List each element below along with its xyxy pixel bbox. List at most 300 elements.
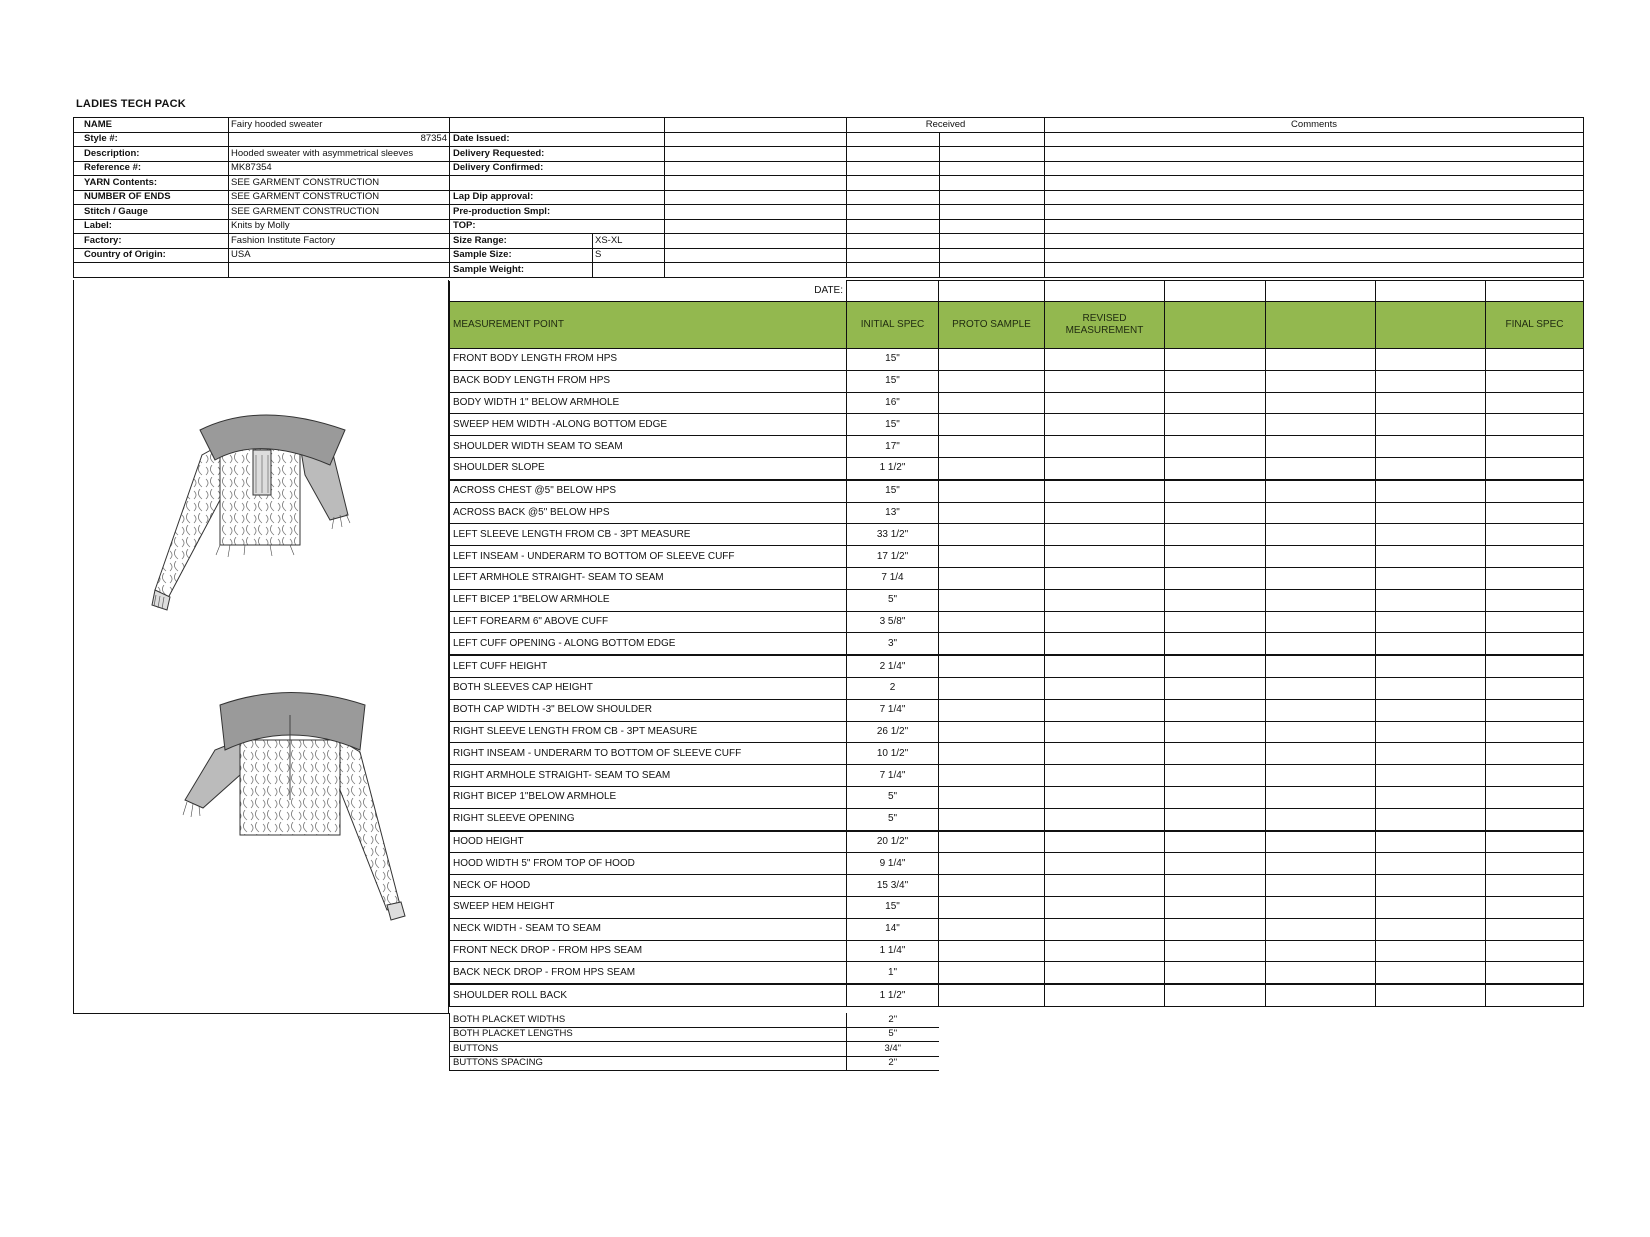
received-cell[interactable] [847,176,940,191]
extra-row [450,1013,939,1027]
measurement-cell[interactable] [1486,524,1584,546]
measurement-cell[interactable] [1165,699,1266,721]
initial-spec-value[interactable]: 3" [847,633,939,655]
measurement-cell[interactable] [1165,918,1266,940]
measurement-cell[interactable] [1165,349,1266,371]
measurement-cell[interactable] [1045,633,1165,655]
field-value[interactable]: USA [229,248,450,263]
measurement-cell[interactable] [939,808,1045,830]
received-cell[interactable] [847,248,940,263]
initial-spec-value[interactable]: 33 1/2" [847,524,939,546]
measurement-cell[interactable] [1486,765,1584,787]
measurement-cell[interactable] [1266,677,1376,699]
header-row [74,118,1584,133]
measurement-cell[interactable] [1486,611,1584,633]
measurement-cell[interactable] [1376,392,1486,414]
measurement-cell[interactable] [1486,567,1584,589]
measurement-cell[interactable] [1266,875,1376,897]
measurement-cell[interactable] [1486,436,1584,458]
measurement-cell[interactable] [1266,853,1376,875]
measurement-cell[interactable] [939,457,1045,479]
measurement-cell[interactable] [1266,699,1376,721]
date-cell[interactable] [847,281,939,302]
measurement-cell[interactable] [1045,655,1165,677]
measurement-cell[interactable] [1266,611,1376,633]
mid-field-extra[interactable] [665,248,847,263]
received-cell[interactable] [940,190,1045,205]
measurement-cell[interactable] [1165,786,1266,808]
header-row [74,190,1584,205]
measurement-cell[interactable] [1165,567,1266,589]
measurement-point: ACROSS BACK @5" BELOW HPS [450,502,847,524]
field-value[interactable]: Knits by Molly [229,219,450,234]
measurement-cell[interactable] [1045,524,1165,546]
measurement-cell[interactable] [1045,962,1165,984]
measurement-cell[interactable] [1486,699,1584,721]
measurement-cell[interactable] [939,677,1045,699]
measurement-cell[interactable] [939,699,1045,721]
initial-spec-value[interactable]: 16" [847,392,939,414]
measurement-cell[interactable] [1486,414,1584,436]
measurement-cell[interactable] [1486,589,1584,611]
received-cell[interactable] [940,147,1045,162]
measurement-cell[interactable] [1486,853,1584,875]
measurement-cell[interactable] [1045,984,1165,1006]
measurement-cell[interactable] [1486,546,1584,568]
mid-field-extra[interactable] [665,234,847,249]
measurement-cell[interactable] [1045,589,1165,611]
measurement-cell[interactable] [1045,875,1165,897]
measurement-cell[interactable] [1486,896,1584,918]
measurement-cell[interactable] [1376,546,1486,568]
measurement-cell[interactable] [1165,457,1266,479]
measurement-cell[interactable] [939,875,1045,897]
measurement-cell[interactable] [1376,436,1486,458]
measurement-cell[interactable] [1266,480,1376,502]
extra-row [450,1042,939,1057]
field-label: YARN Contents: [74,176,229,191]
initial-spec-value[interactable]: 1 1/2" [847,984,939,1006]
measurement-cell[interactable] [1165,611,1266,633]
measurement-cell[interactable] [1486,677,1584,699]
measurement-cell[interactable] [1165,831,1266,853]
measurement-cell[interactable] [1266,589,1376,611]
measurement-cell[interactable] [1165,589,1266,611]
initial-spec-value[interactable]: 1 1/2" [847,457,939,479]
measurement-cell[interactable] [1266,436,1376,458]
measurement-cell[interactable] [1045,457,1165,479]
measurement-cell[interactable] [1486,480,1584,502]
received-cell[interactable] [847,161,940,176]
measurement-cell[interactable] [1165,392,1266,414]
measurement-cell[interactable] [939,567,1045,589]
measurement-cell[interactable] [1376,743,1486,765]
extra-point: BUTTONS [450,1042,847,1057]
measurement-cell[interactable] [1376,414,1486,436]
measurement-cell[interactable] [939,436,1045,458]
measurement-cell[interactable] [1045,611,1165,633]
received-cell[interactable] [847,132,940,147]
initial-spec-value[interactable]: 2 [847,677,939,699]
measurement-cell[interactable] [1045,940,1165,962]
measurement-cell[interactable] [939,918,1045,940]
initial-spec-value[interactable]: 7 1/4" [847,699,939,721]
measurement-cell[interactable] [1266,633,1376,655]
header-row [74,234,1584,249]
measurement-cell[interactable] [1045,677,1165,699]
measurement-point: SHOULDER ROLL BACK [450,984,847,1006]
measurement-cell[interactable] [1165,414,1266,436]
measurement-cell[interactable] [1045,414,1165,436]
measurement-cell[interactable] [1376,349,1486,371]
placket-button-table [449,1013,939,1071]
measurement-cell[interactable] [1376,633,1486,655]
measurement-cell[interactable] [1266,984,1376,1006]
measurement-cell[interactable] [1045,808,1165,830]
mid-field-label: Lap Dip approval: [450,190,665,205]
measurement-cell[interactable] [1486,655,1584,677]
page-title: LADIES TECH PACK [76,98,186,110]
measurement-cell[interactable] [1165,896,1266,918]
comments-cell[interactable] [1045,234,1584,249]
measurement-cell[interactable] [1165,808,1266,830]
measurement-cell[interactable] [1376,699,1486,721]
measurement-cell[interactable] [1266,786,1376,808]
measurement-cell[interactable] [939,414,1045,436]
measurement-point: LEFT ARMHOLE STRAIGHT- SEAM TO SEAM [450,567,847,589]
measurement-cell[interactable] [1376,370,1486,392]
measurement-cell[interactable] [1486,940,1584,962]
measurement-cell[interactable] [1165,502,1266,524]
initial-spec-value[interactable]: 9 1/4" [847,853,939,875]
comments-cell[interactable] [1045,147,1584,162]
measurement-cell[interactable] [1266,524,1376,546]
initial-spec-value[interactable]: 15" [847,896,939,918]
measurement-cell[interactable] [1266,918,1376,940]
mid-field-extra[interactable] [665,161,847,176]
measurement-cell[interactable] [1376,940,1486,962]
measurement-cell[interactable] [1045,853,1165,875]
field-label: NAME [74,118,229,133]
measurement-cell[interactable] [1165,655,1266,677]
extra-spec-value[interactable]: 2" [847,1056,939,1071]
measurement-cell[interactable] [1165,436,1266,458]
measurement-cell[interactable] [939,831,1045,853]
measurement-cell[interactable] [1376,831,1486,853]
measurement-cell[interactable] [1376,611,1486,633]
measurement-cell[interactable] [1165,940,1266,962]
measurement-cell[interactable] [939,896,1045,918]
comments-cell[interactable] [1045,190,1584,205]
initial-spec-value[interactable]: 1" [847,962,939,984]
measurement-cell[interactable] [939,349,1045,371]
comments-cell[interactable] [1045,176,1584,191]
measurement-cell[interactable] [1376,567,1486,589]
measurement-cell[interactable] [1165,633,1266,655]
measurement-cell[interactable] [1266,655,1376,677]
measurement-cell[interactable] [1045,831,1165,853]
field-value[interactable]: SEE GARMENT CONSTRUCTION [229,176,450,191]
measurement-cell[interactable] [1376,524,1486,546]
measurement-cell[interactable] [1486,831,1584,853]
comments-cell[interactable] [1045,263,1584,278]
mid-field-extra[interactable] [665,205,847,220]
initial-spec-value[interactable]: 15 3/4" [847,875,939,897]
field-value[interactable] [229,263,450,278]
mid-field-extra[interactable] [665,132,847,147]
header-row [74,147,1584,162]
measurement-cell[interactable] [1045,480,1165,502]
measurement-cell[interactable] [1165,984,1266,1006]
col-header-initial-spec: INITIAL SPEC [847,302,939,349]
received-cell[interactable] [847,205,940,220]
measurement-cell[interactable] [1486,370,1584,392]
header-row [74,176,1584,191]
measurement-cell[interactable] [1376,589,1486,611]
initial-spec-value[interactable]: 15" [847,370,939,392]
measurement-cell[interactable] [1266,721,1376,743]
measurement-cell[interactable] [1266,502,1376,524]
measurement-cell[interactable] [939,392,1045,414]
field-value[interactable]: SEE GARMENT CONSTRUCTION [229,205,450,220]
measurement-cell[interactable] [939,589,1045,611]
measurement-cell[interactable] [1486,808,1584,830]
measurement-cell[interactable] [1376,655,1486,677]
measurement-point: LEFT CUFF OPENING - ALONG BOTTOM EDGE [450,633,847,655]
measurement-cell[interactable] [939,940,1045,962]
measurement-cell[interactable] [939,633,1045,655]
measurement-cell[interactable] [1165,524,1266,546]
measurement-cell[interactable] [939,524,1045,546]
measurement-cell[interactable] [1486,633,1584,655]
measurement-cell[interactable] [1266,349,1376,371]
mid-field-extra[interactable] [665,190,847,205]
measurement-cell[interactable] [1045,918,1165,940]
initial-spec-value[interactable]: 20 1/2" [847,831,939,853]
measurement-cell[interactable] [939,480,1045,502]
initial-spec-value[interactable]: 17" [847,436,939,458]
measurement-cell[interactable] [1376,896,1486,918]
initial-spec-value[interactable]: 14" [847,918,939,940]
initial-spec-value[interactable]: 5" [847,589,939,611]
field-value[interactable]: Fashion Institute Factory [229,234,450,249]
measurement-cell[interactable] [1376,918,1486,940]
measurement-cell[interactable] [939,655,1045,677]
initial-spec-value[interactable]: 5" [847,808,939,830]
mid-field-value[interactable] [593,263,665,278]
measurement-cell[interactable] [1045,349,1165,371]
measurement-cell[interactable] [1266,567,1376,589]
measurement-cell[interactable] [1266,765,1376,787]
measurement-row [450,875,1584,897]
extra-spec-value[interactable]: 2" [847,1013,939,1027]
measurement-cell[interactable] [1376,786,1486,808]
measurement-cell[interactable] [939,962,1045,984]
header-row [74,205,1584,220]
measurement-point: BACK NECK DROP - FROM HPS SEAM [450,962,847,984]
measurement-cell[interactable] [1266,940,1376,962]
received-cell[interactable] [940,234,1045,249]
measurement-cell[interactable] [1376,502,1486,524]
received-cell[interactable] [847,147,940,162]
received-cell[interactable] [847,190,940,205]
measurement-cell[interactable] [1486,721,1584,743]
measurement-cell[interactable] [1266,896,1376,918]
measurement-cell[interactable] [1165,875,1266,897]
measurement-cell[interactable] [1266,414,1376,436]
measurement-cell[interactable] [1165,721,1266,743]
measurement-cell[interactable] [1376,677,1486,699]
measurement-cell[interactable] [1045,699,1165,721]
received-cell[interactable] [940,205,1045,220]
mid-field-label: Delivery Confirmed: [450,161,665,176]
measurement-cell[interactable] [939,721,1045,743]
measurement-cell[interactable] [1376,765,1486,787]
measurement-cell[interactable] [1266,370,1376,392]
measurement-cell[interactable] [1266,457,1376,479]
received-cell[interactable] [847,219,940,234]
measurement-cell[interactable] [939,502,1045,524]
measurement-cell[interactable] [1486,457,1584,479]
measurement-cell[interactable] [1376,808,1486,830]
initial-spec-value[interactable]: 1 1/4" [847,940,939,962]
received-cell[interactable] [940,132,1045,147]
initial-spec-value[interactable]: 2 1/4" [847,655,939,677]
measurement-cell[interactable] [1165,853,1266,875]
initial-spec-value[interactable]: 7 1/4 [847,567,939,589]
measurement-cell[interactable] [1266,962,1376,984]
measurement-cell[interactable] [1486,875,1584,897]
measurement-cell[interactable] [939,611,1045,633]
measurement-cell[interactable] [939,546,1045,568]
extra-spec-value[interactable]: 3/4" [847,1042,939,1057]
measurement-cell[interactable] [1376,984,1486,1006]
extra-spec-value[interactable]: 5" [847,1027,939,1042]
comments-cell[interactable] [1045,205,1584,220]
measurement-cell[interactable] [1165,743,1266,765]
measurement-cell[interactable] [1045,436,1165,458]
measurement-cell[interactable] [1486,918,1584,940]
measurement-point: LEFT INSEAM - UNDERARM TO BOTTOM OF SLEEVE CUFF [450,546,847,568]
mid-field-extra[interactable] [665,147,847,162]
mid-field-extra[interactable] [665,263,847,278]
measurement-cell[interactable] [1045,502,1165,524]
measurement-cell[interactable] [1486,392,1584,414]
mid-field-extra[interactable] [665,118,847,133]
received-cell[interactable] [847,263,940,278]
received-cell[interactable] [940,248,1045,263]
measurement-cell[interactable] [1266,831,1376,853]
comments-cell[interactable] [1045,219,1584,234]
initial-spec-value[interactable]: 7 1/4" [847,765,939,787]
received-cell[interactable] [940,161,1045,176]
measurement-cell[interactable] [1486,984,1584,1006]
initial-spec-value[interactable]: 10 1/2" [847,743,939,765]
measurement-cell[interactable] [1165,677,1266,699]
measurement-cell[interactable] [1045,567,1165,589]
measurement-cell[interactable] [939,743,1045,765]
initial-spec-value[interactable]: 15" [847,480,939,502]
measurement-cell[interactable] [1045,765,1165,787]
field-value[interactable]: 87354 [229,132,450,147]
field-value[interactable]: Hooded sweater with asymmetrical sleeves [229,147,450,162]
measurement-cell[interactable] [1266,808,1376,830]
initial-spec-value[interactable]: 15" [847,349,939,371]
measurement-row [450,370,1584,392]
measurement-cell[interactable] [939,853,1045,875]
field-value[interactable]: Fairy hooded sweater [229,118,450,133]
field-value[interactable]: MK87354 [229,161,450,176]
measurement-cell[interactable] [1486,962,1584,984]
mid-field-extra[interactable] [665,176,847,191]
mid-field-value[interactable]: XS-XL [593,234,665,249]
initial-spec-value[interactable]: 13" [847,502,939,524]
measurement-cell[interactable] [1045,721,1165,743]
measurement-cell[interactable] [1266,392,1376,414]
initial-spec-value[interactable]: 3 5/8" [847,611,939,633]
measurement-cell[interactable] [1165,370,1266,392]
initial-spec-value[interactable]: 5" [847,786,939,808]
measurement-cell[interactable] [939,984,1045,1006]
measurement-cell[interactable] [1376,457,1486,479]
measurement-cell[interactable] [1045,370,1165,392]
comments-cell[interactable] [1045,161,1584,176]
measurement-row [450,962,1584,984]
comments-cell[interactable] [1045,248,1584,263]
received-cell[interactable] [940,219,1045,234]
measurement-cell[interactable] [939,786,1045,808]
measurement-cell[interactable] [1376,962,1486,984]
mid-field-value[interactable]: S [593,248,665,263]
measurement-cell[interactable] [1045,743,1165,765]
measurement-cell[interactable] [1045,786,1165,808]
measurement-cell[interactable] [939,370,1045,392]
mid-field-extra[interactable] [665,219,847,234]
measurement-cell[interactable] [1486,349,1584,371]
field-label: NUMBER OF ENDS [74,190,229,205]
initial-spec-value[interactable]: 15" [847,414,939,436]
measurement-cell[interactable] [1486,502,1584,524]
measurement-cell[interactable] [1376,853,1486,875]
measurement-cell[interactable] [1165,962,1266,984]
comments-cell[interactable] [1045,132,1584,147]
received-cell[interactable] [940,176,1045,191]
measurement-cell[interactable] [1266,546,1376,568]
measurement-cell[interactable] [1045,392,1165,414]
measurement-cell[interactable] [1165,765,1266,787]
initial-spec-value[interactable]: 26 1/2" [847,721,939,743]
measurement-cell[interactable] [939,765,1045,787]
front-sweater-sketch [120,405,390,635]
measurement-cell[interactable] [1165,546,1266,568]
measurement-cell[interactable] [1045,546,1165,568]
measurement-cell[interactable] [1376,480,1486,502]
measurement-cell[interactable] [1376,721,1486,743]
measurement-cell[interactable] [1486,743,1584,765]
measurement-cell[interactable] [1165,480,1266,502]
measurement-cell[interactable] [1266,743,1376,765]
received-cell[interactable] [940,263,1045,278]
initial-spec-value[interactable]: 17 1/2" [847,546,939,568]
measurement-cell[interactable] [1376,875,1486,897]
measurement-cell[interactable] [1486,786,1584,808]
measurement-row [450,414,1584,436]
field-label: Reference #: [74,161,229,176]
received-cell[interactable] [847,234,940,249]
field-value[interactable]: SEE GARMENT CONSTRUCTION [229,190,450,205]
measurement-cell[interactable] [1045,896,1165,918]
measurement-row [450,743,1584,765]
